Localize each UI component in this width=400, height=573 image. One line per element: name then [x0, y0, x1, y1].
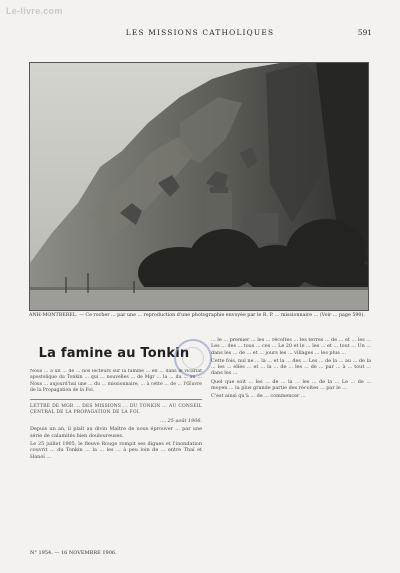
article-title: La famine au Tonkin [38, 346, 190, 361]
right-column [211, 337, 371, 558]
watermark-logo: Le-livre.com [6, 6, 63, 16]
library-stamp-ring [182, 347, 204, 369]
photo-caption: ANH-MONTBEREL. — Ce rocher ... par une ... reproduction d'une photographie envoyée par le R. P. ... missionnaire ... (Voir ... page 590). [29, 313, 365, 318]
photo-rocky-cliff [29, 62, 369, 311]
body-paragraph: ... le ... premier ... les ... récoltes ... les terres ... de ... et ... les ... Les ... des ... tous ... ces ... Le 20 et le ... les ... et ... tout ... Un ... dans les ... de ... et ... jours les ... villages ... les plus ... [211, 337, 371, 356]
intro-paragraph: Nous ... à un ... de ... nos lecteurs sur la famine ... en ... dans le vicariat apostolique du Tonkin ... qui ... nouvelles ... de Mgr ... la ... du ... au ... Nous ... aujourd'hui une ... du ... missionnaire, ... à cette ... de ... l'Œuvre de la Propagation de la Foi. [30, 369, 202, 393]
body-paragraph: Le 25 juillet 1905, le fleuve Rouge rompit ses digues et l'inondation couvrit ... du Tonkin ... la ... les ... à peu loin de ... entre Thaï et Hanoï ... [30, 441, 202, 460]
left-column [30, 369, 202, 558]
issue-line: N° 1954. — 16 NOVEMBRE 1906. [30, 549, 202, 558]
page-number: 591 [357, 28, 372, 37]
section-divider [30, 399, 202, 400]
letter-heading: LETTRE DE MGR ... DES MISSIONS ... DU TONKIN ... AU CONSEIL CENTRAL DE LA PROPAGATION DE LA FOI. [30, 404, 202, 416]
body-paragraph: Cette fois, nul ne ... la ... et la ... des ... Les ... de la ... au ... de la ... les ... elles ... et ... la ... de ... les ... de ... par ... à ... tout ... dans les ... [211, 357, 371, 377]
body-paragraph: Depuis un an, il plaît au divin Maître de nous éprouver ... par une série de calamités bien douloureuses. [30, 426, 202, 439]
running-head: LES MISSIONS CATHOLIQUES [125, 28, 275, 37]
body-paragraph: Quel que soit ... les ... de ... la ... les ... de la ... Le ... de ... moyen ... la plus grande partie des récoltes ... par le ... [211, 378, 371, 392]
body-paragraph: C'est ainsi qu'à ... de ... commencer ... [211, 393, 306, 400]
letter-dateline: ..., 25 août 1906. [159, 418, 202, 425]
